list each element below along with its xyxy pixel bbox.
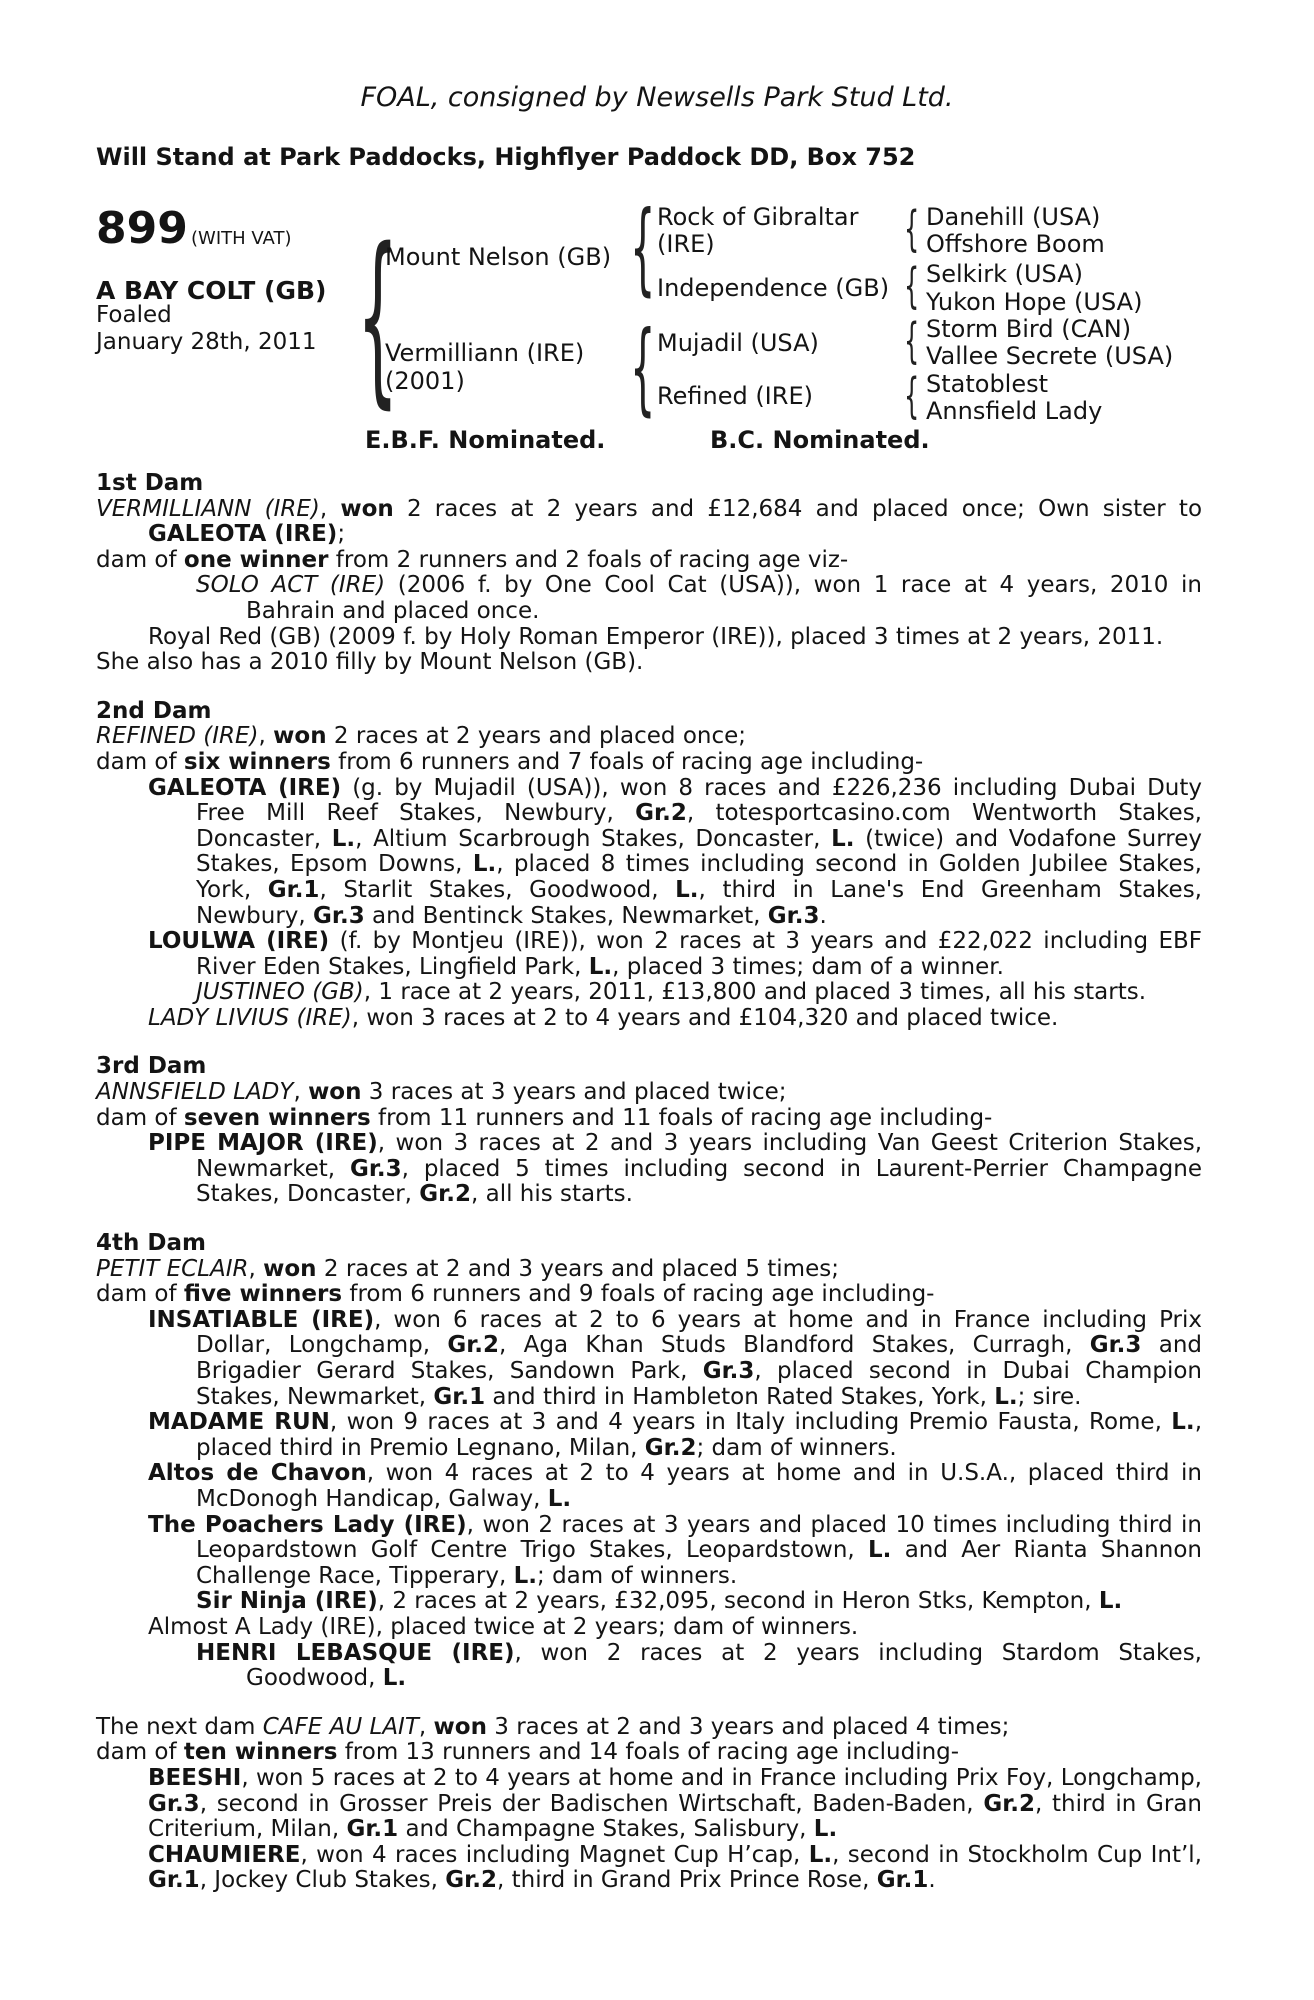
- horse-name: Sir Ninja (IRE): [196, 1588, 378, 1615]
- race-grade: L.: [382, 1665, 407, 1692]
- produce-summary: [96, 750, 1202, 776]
- horse-name: LADY LIVIUS (IRE): [148, 1004, 352, 1031]
- race-grade: Gr.1: [876, 1867, 929, 1894]
- consignor-line: FOAL, consigned by Newsells Park Stud Ltd.: [360, 82, 954, 113]
- text: (g. by Mujadil (USA)), won 8 races and £226,236 including Dubai Duty Free Mill Reef Stakes, Newbury,: [196, 774, 1202, 827]
- race-grade: Gr.3: [349, 1155, 402, 1182]
- produce-entry: [96, 1410, 1202, 1461]
- text: .: [819, 902, 827, 929]
- section-2nd-dam: [96, 699, 1202, 1032]
- produce-entry: Almost A Lady (IRE), placed twice at 2 years; dam of winners.: [148, 1613, 859, 1640]
- sire-name: Mount Nelson (GB): [385, 243, 612, 271]
- winners-count: ten winners: [183, 1739, 338, 1766]
- section-heading: 1st Dam: [96, 470, 204, 496]
- text: , Aga Khan Studs Blandford Stakes, Curragh,: [499, 1332, 1090, 1359]
- race-grade: Gr.3: [313, 902, 365, 929]
- text: from 6 runners and 7 foals of racing age including-: [330, 748, 924, 775]
- text: , won 3 races at 2 and 3 years including Van Geest Criterion Stakes, Newmarket,: [196, 1130, 1203, 1182]
- lot-description: A BAY COLT (GB): [96, 276, 327, 305]
- section-next-dam: [96, 1715, 1202, 1894]
- text: , second in Stockholm Cup Int’l,: [832, 1841, 1202, 1868]
- produce-entry: [96, 1589, 1202, 1615]
- dam-entry: VERMILLIANN (IRE), won 2 races at 2 years and £12,684 and placed once; Own sister to GALEOTA (IRE);: [96, 495, 1203, 548]
- bc-nomination: B.C. Nominated.: [710, 426, 930, 454]
- text: , won 2 races at 3 years and placed 10 times including third in Leopardstown Golf Centre Trigo Stakes, Leopardstown,: [196, 1511, 1202, 1564]
- race-grade: Gr.2: [635, 800, 687, 827]
- race-grade: L.: [472, 851, 497, 878]
- horse-name: VERMILLIANN (IRE): [96, 495, 320, 522]
- text: , won 6 races at 2 to 6 years at home and in France including Prix Dollar, Longchamp,: [196, 1306, 1202, 1359]
- produce-entry: [96, 1513, 1202, 1590]
- text: , placed 3 times; dam of a winner.: [612, 953, 1004, 980]
- produce-summary: [96, 1740, 1202, 1766]
- race-grade: L.: [868, 1537, 892, 1564]
- section-4th-dam: [96, 1231, 1202, 1692]
- ebf-nomination: E.B.F. Nominated.: [365, 426, 606, 454]
- produce-summary: [96, 548, 1202, 574]
- sire-dam-name: Independence (GB): [657, 274, 890, 302]
- dam-entry: ANNSFIELD LADY, won 3 races at 3 years and placed twice;: [96, 1079, 787, 1106]
- pedigree-g2: Offshore Boom: [926, 230, 1105, 258]
- section-3rd-dam: [96, 1054, 1202, 1208]
- horse-name: LOULWA (IRE): [148, 928, 330, 955]
- text: , Starlit Stakes, Goodwood,: [319, 876, 676, 903]
- text: from 6 runners and 9 foals of racing age including-: [342, 1281, 935, 1308]
- text: , third in Gran Criterium, Milan,: [148, 1790, 1202, 1843]
- text: 3 races at 2 and 3 years and placed 4 times;: [486, 1713, 1010, 1740]
- race-grade: L.: [994, 1383, 1018, 1410]
- race-grade: L.: [1098, 1588, 1123, 1615]
- text: (f. by Montjeu (IRE)), won 2 races at 3 years and £22,022 including EBF River Eden Stakes, Lingfield Park,: [196, 928, 1202, 980]
- race-grade: Gr.2: [983, 1790, 1036, 1817]
- race-grade: Gr.2: [447, 1332, 500, 1359]
- dam-entry: [96, 1715, 1202, 1741]
- text: , third in Lane's End Greenham Stakes, Newbury,: [196, 876, 1202, 929]
- horse-name: GALEOTA (IRE): [148, 774, 342, 801]
- text: , won 5 races at 2 to 4 years at home and in France including Prix Foy, Longchamp,: [241, 1764, 1202, 1791]
- text: , second in Grosser Preis der Badischen Wirtschaft, Baden-Baden,: [199, 1790, 984, 1817]
- race-grade: L.: [808, 1841, 833, 1868]
- produce-entry: Royal Red (GB) (2009 f. by Holy Roman Emperor (IRE)), placed 3 times at 2 years, 2011.: [148, 623, 1164, 650]
- winners-count: seven winners: [183, 1104, 371, 1131]
- race-grade: Gr.1: [346, 1816, 399, 1843]
- race-grade: Gr.1: [267, 876, 320, 903]
- produce-entry: [96, 776, 1202, 930]
- text: , won 3 races at 2 to 4 years and £104,320 and placed twice.: [351, 1004, 1059, 1031]
- race-grade: Gr.3: [767, 902, 820, 929]
- text: and Brigadier Gerard Stakes, Sandown Park,: [196, 1332, 1202, 1384]
- won-label: won: [433, 1713, 487, 1740]
- horse-name: Altos de Chavon: [148, 1460, 367, 1487]
- pedigree-g8: Annsfield Lady: [926, 397, 1103, 425]
- text: , Jockey Club Stakes,: [199, 1867, 446, 1894]
- produce-note: She also has a 2010 filly by Mount Nelson (GB).: [96, 649, 644, 676]
- race-grade: L.: [588, 953, 613, 980]
- horse-name: BEESHI: [148, 1764, 242, 1791]
- text: 2 races at 2 years and £12,684 and placed once; Own sister to: [393, 495, 1203, 522]
- produce-entry: [96, 1308, 1202, 1410]
- race-grade: L.: [331, 825, 356, 852]
- dam-year: (2001): [385, 367, 465, 395]
- sire-sire-name: Rock of Gibraltar: [657, 203, 859, 231]
- text: 3 races at 3 years and placed twice;: [361, 1079, 787, 1106]
- winners-count: six winners: [183, 748, 331, 775]
- horse-name: INSATIABLE (IRE): [148, 1306, 375, 1333]
- horse-name: JUSTINEO (GB): [196, 979, 364, 1006]
- text: (2006 f. by One Cool Cat (USA)), won 1 race at 4 years, 2010 in Bahrain and placed once.: [246, 572, 1202, 624]
- lot-number: 899: [96, 203, 188, 254]
- race-grade: Gr.3: [1089, 1332, 1142, 1359]
- produce-entry: [96, 980, 1202, 1006]
- race-grade: L.: [1171, 1409, 1195, 1436]
- text: .: [928, 1867, 936, 1894]
- text: dam of: [96, 748, 184, 775]
- text: 2 races at 2 years and placed once;: [326, 723, 747, 750]
- text: , won 4 races including Magnet Cup H’cap,: [300, 1841, 809, 1868]
- text: , won 9 races at 3 and 4 years in Italy including Premio Fausta, Rome,: [329, 1409, 1172, 1436]
- horse-name: REFINED (IRE): [96, 723, 259, 750]
- horse-name: ANNSFIELD LADY: [96, 1079, 294, 1106]
- text: and Bentinck Stakes, Newmarket,: [364, 902, 768, 929]
- text: and Aer Rianta Shannon Challenge Race, Tipperary,: [196, 1537, 1202, 1589]
- text: 2 races at 2 and 3 years and placed 5 times;: [316, 1255, 839, 1282]
- won-label: won: [273, 723, 327, 750]
- winners-count: one winner: [183, 546, 329, 573]
- race-grade: Gr.2: [644, 1434, 697, 1461]
- text: from 11 runners and 11 foals of racing age including-: [370, 1104, 993, 1131]
- race-grade: L.: [513, 1562, 538, 1589]
- pedigree-g1: Danehill (USA): [926, 203, 1101, 231]
- section-heading: 4th Dam: [96, 1230, 206, 1257]
- produce-entry: [96, 929, 1202, 980]
- race-grade: Gr.1: [148, 1867, 200, 1894]
- text: , won 2 races at 2 years including Stardom Stakes, Goodwood,: [246, 1639, 1202, 1692]
- stand-location: Will Stand at Park Paddocks, Highflyer Paddock DD, Box 752: [96, 143, 916, 171]
- section-heading: 3rd Dam: [96, 1053, 207, 1080]
- text: , placed second in Dubai Champion Stakes, Newmarket,: [196, 1358, 1202, 1410]
- produce-entry: [96, 1006, 1202, 1032]
- produce-summary: [96, 1106, 1202, 1132]
- produce-entry: [96, 573, 1202, 624]
- race-grade: Gr.2: [445, 1867, 497, 1894]
- text: ; dam of winners.: [696, 1434, 897, 1461]
- text: , third in Grand Prix Prince Rose,: [496, 1867, 877, 1894]
- race-grade: Gr.3: [702, 1358, 755, 1384]
- pedigree-g4: Yukon Hope (USA): [926, 288, 1143, 316]
- text: , placed 5 times including second in Laurent-Perrier Champagne Stakes, Doncaster,: [196, 1155, 1202, 1208]
- text: , placed third in Premio Legnano, Milan,: [196, 1409, 1202, 1461]
- pedigree-brace-main: {: [357, 208, 399, 425]
- produce-entry: [96, 1131, 1202, 1208]
- text: ; dam of winners.: [537, 1562, 738, 1589]
- horse-name: CHAUMIERE: [148, 1841, 301, 1868]
- pedigree-g3: Selkirk (USA): [926, 260, 1084, 288]
- won-label: won: [263, 1255, 317, 1282]
- section-heading: 2nd Dam: [96, 697, 212, 724]
- pedigree-brace-dam: {: [630, 309, 656, 426]
- dam-entry: PETIT ECLAIR, won 2 races at 2 and 3 years and placed 5 times;: [96, 1255, 839, 1282]
- section-1st-dam: [96, 471, 1202, 676]
- pedigree-brace-g3: {: [904, 313, 920, 369]
- horse-name: PETIT ECLAIR: [96, 1255, 249, 1282]
- text: The next dam: [96, 1713, 263, 1740]
- text: , 2 races at 2 years, £32,095, second in Heron Stks, Kempton,: [377, 1588, 1099, 1615]
- horse-name: MADAME RUN: [148, 1409, 330, 1436]
- text: (twice) and Vodafone Surrey Stakes, Epsom Downs,: [196, 825, 1202, 878]
- text: , all his starts.: [470, 1181, 633, 1208]
- pedigree-g5: Storm Bird (CAN): [926, 315, 1132, 343]
- horse-name: PIPE MAJOR (IRE): [148, 1130, 378, 1157]
- text: ;: [337, 521, 346, 548]
- text: from 13 runners and 14 foals of racing age including-: [337, 1739, 960, 1766]
- sire-sire-suffix: (IRE): [657, 230, 715, 258]
- pedigree-brace-sire: {: [630, 189, 656, 306]
- race-grade: Gr.3: [148, 1790, 200, 1817]
- foaled-label: Foaled: [96, 302, 172, 328]
- pedigree-brace-g4: {: [904, 368, 920, 424]
- text: and Champagne Stakes, Salisbury,: [398, 1816, 814, 1843]
- produce-entry: [96, 1641, 1202, 1692]
- race-grade: Gr.1: [433, 1383, 486, 1410]
- pedigree-brace-g2: {: [904, 258, 920, 314]
- won-label: won: [308, 1079, 362, 1106]
- pedigree-g6: Vallee Secrete (USA): [926, 342, 1174, 370]
- produce-summary: [96, 1282, 1202, 1308]
- text: from 2 runners and 2 foals of racing age viz-: [328, 546, 849, 573]
- horse-name: The Poachers Lady (IRE): [148, 1511, 467, 1538]
- text: dam of: [96, 1739, 184, 1766]
- text: , 1 race at 2 years, 2011, £13,800 and placed 3 times, all his starts.: [363, 979, 1147, 1006]
- horse-name: GALEOTA (IRE): [148, 521, 338, 548]
- pedigree-brace-g1: {: [904, 201, 920, 257]
- horse-name: HENRI LEBASQUE (IRE): [196, 1639, 515, 1666]
- dam-name: Vermilliann (IRE): [385, 339, 585, 367]
- produce-entry: [96, 1843, 1202, 1894]
- text: , totesportcasino.com Wentworth Stakes, Doncaster,: [196, 800, 1202, 852]
- won-label: won: [340, 495, 394, 522]
- text: dam of: [96, 546, 184, 573]
- catalogue-body: [96, 471, 1202, 1894]
- text: ,: [418, 1713, 434, 1740]
- dam-entry: REFINED (IRE), won 2 races at 2 years and placed once;: [96, 723, 747, 750]
- text: , won 4 races at 2 to 4 years at home and in U.S.A., placed third in McDonogh Handicap, Galway,: [196, 1460, 1202, 1512]
- race-grade: L.: [675, 876, 699, 903]
- horse-name: SOLO ACT (IRE): [196, 572, 386, 599]
- race-grade: L.: [547, 1485, 572, 1512]
- text: dam of: [96, 1104, 184, 1131]
- text: , placed 8 times including second in Golden Jubilee Stakes, York,: [196, 851, 1202, 903]
- produce-entry: [96, 1461, 1202, 1512]
- race-grade: Gr.2: [419, 1181, 471, 1208]
- horse-name: CAFE AU LAIT: [262, 1713, 419, 1740]
- text: and third in Hambleton Rated Stakes, York,: [485, 1383, 995, 1410]
- foaled-date: January 28th, 2011: [96, 329, 317, 355]
- text: ; sire.: [1017, 1383, 1082, 1410]
- text: dam of: [96, 1281, 184, 1308]
- race-grade: L.: [813, 1816, 838, 1843]
- race-grade: L.: [831, 825, 855, 852]
- dam-dam-name: Refined (IRE): [657, 382, 813, 410]
- text: , Altium Scarbrough Stakes, Doncaster,: [355, 825, 832, 852]
- dam-sire-name: Mujadil (USA): [657, 329, 819, 357]
- pedigree-g7: Statoblest: [926, 370, 1049, 398]
- winners-count: five winners: [183, 1281, 343, 1308]
- produce-entry: [96, 1766, 1202, 1843]
- vat-note: (WITH VAT): [191, 228, 292, 249]
